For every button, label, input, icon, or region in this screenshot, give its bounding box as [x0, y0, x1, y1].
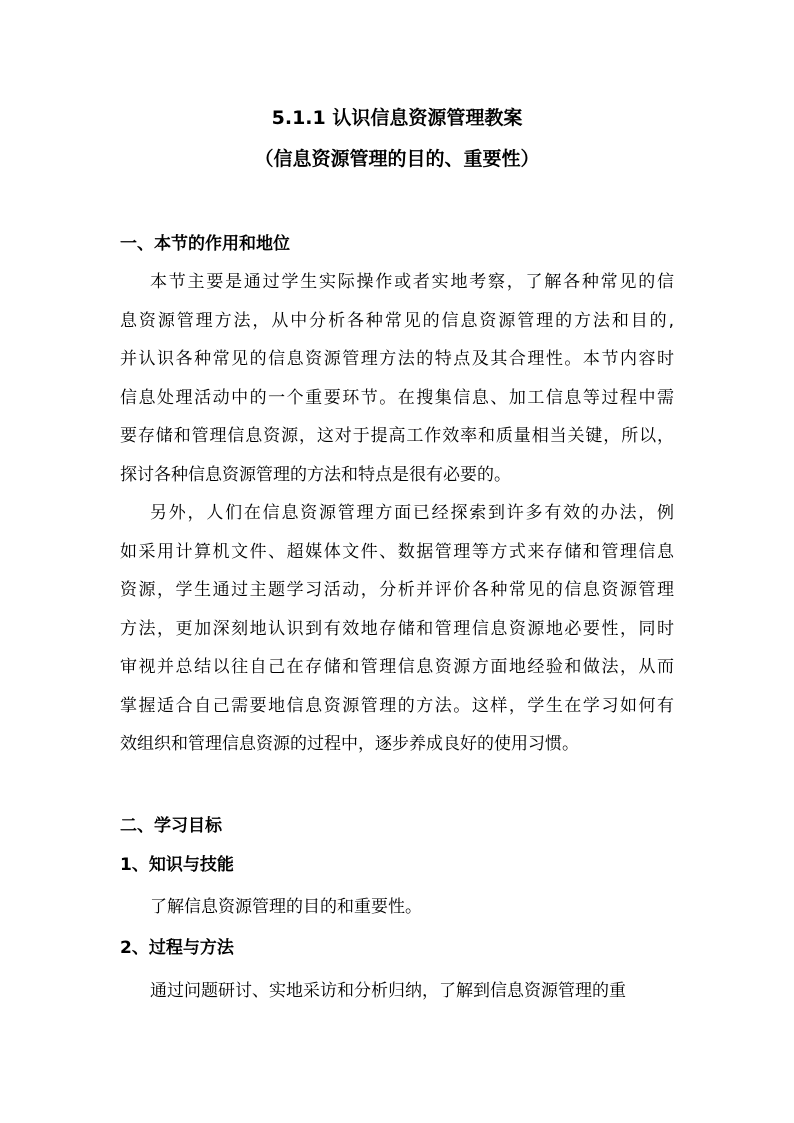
paragraph-line: 本节主要是通过学生实际操作或者实地考察，了解各种常见的信	[150, 272, 676, 292]
knowledge-text: 了解信息资源管理的目的和重要性。	[150, 897, 422, 917]
paragraph-line: 效组织和管理信息资源的过程中，逐步养成良好的使用习惯。	[120, 734, 579, 754]
paragraph-line: 并认识各种常见的信息资源管理方法的特点及其合理性。本节内容时	[120, 349, 676, 369]
paragraph-line: 审视并总结以往自己在存储和管理信息资源方面地经验和做法，从而	[120, 657, 676, 677]
paragraph-line: 息资源管理方法，从中分析各种常见的信息资源管理的方法和目的,	[120, 310, 676, 331]
subheading-knowledge: 1、知识与技能	[120, 855, 234, 875]
document-title: 5.1.1 认识信息资源管理教案	[271, 107, 523, 129]
paragraph-line: 信息处理活动中的一个重要环节。在搜集信息、加工信息等过程中需	[120, 387, 676, 408]
document-subtitle: （信息资源管理的目的、重要性）	[254, 148, 540, 170]
paragraph-line: 方法，更加深刻地认识到有效地存储和管理信息资源地必要性，同时	[120, 618, 676, 639]
process-text: 通过问题研讨、实地采访和分析归纳，了解到信息资源管理的重	[150, 981, 626, 1001]
subheading-process: 2、过程与方法	[120, 938, 234, 958]
paragraph-line: 另外，人们在信息资源管理方面已经探索到许多有效的办法，例	[150, 503, 676, 523]
paragraph-line: 如采用计算机文件、超媒体文件、数据管理等方式来存储和管理信息	[120, 541, 676, 562]
paragraph-line: 探讨各种信息资源管理的方法和特点是很有必要的。	[120, 464, 511, 485]
section-heading-goals: 二、学习目标	[120, 816, 222, 836]
paragraph-line: 资源，学生通过主题学习活动，分析并评价各种常见的信息资源管理	[120, 580, 676, 600]
section-heading-role: 一、本节的作用和地位	[120, 234, 290, 254]
paragraph-role	[120, 263, 674, 494]
paragraph-line: 要存储和管理信息资源，这对于提高工作效率和质量相当关键，所以，	[120, 426, 675, 446]
paragraph-line: 掌握适合自己需要地信息资源管理的方法。这样，学生在学习如何有	[120, 695, 676, 716]
paragraph-methods	[120, 494, 674, 764]
